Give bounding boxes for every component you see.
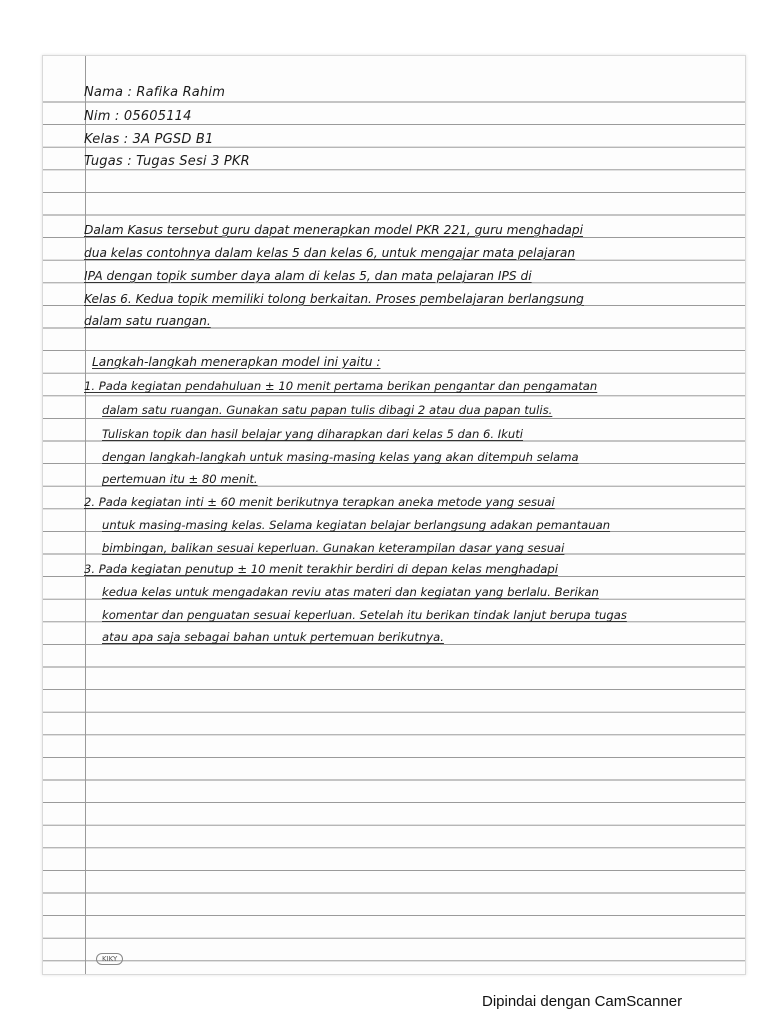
step-line: pertemuan itu ± 80 menit. [102, 472, 258, 486]
header-nama: Nama : Rafika Rahim [84, 85, 226, 100]
step-line: 1. Pada kegiatan pendahuluan ± 10 menit pertama berikan pengantar dan pengamatan [84, 379, 598, 393]
step-line: untuk masing-masing kelas. Selama kegiatan belajar berlangsung adakan pemantauan [102, 518, 611, 532]
margin-line [85, 56, 86, 974]
step-line: atau apa saja sebagai bahan untuk pertemuan berikutnya. [102, 630, 444, 644]
step-line: bimbingan, balikan sesuai keperluan. Gunakan keterampilan dasar yang sesuai [102, 541, 565, 555]
ruled-lines [43, 56, 745, 974]
step-line: Tuliskan topik dan hasil belajar yang diharapkan dari kelas 5 dan 6. Ikuti [102, 427, 523, 441]
paragraph-line: Kelas 6. Kedua topik memiliki tolong berkaitan. Proses pembelajaran berlangsung [84, 292, 584, 306]
paragraph-line: IPA dengan topik sumber daya alam di kelas 5, dan mata pelajaran IPS di [84, 269, 532, 283]
step-line: 3. Pada kegiatan penutup ± 10 menit terakhir berdiri di depan kelas menghadapi [84, 562, 558, 576]
notebook-page [42, 55, 746, 975]
step-line: dalam satu ruangan. Gunakan satu papan tulis dibagi 2 atau dua papan tulis. [102, 403, 553, 417]
steps-intro: Langkah-langkah menerapkan model ini yaitu : [92, 355, 381, 369]
step-line: komentar dan penguatan sesuai keperluan. Setelah itu berikan tindak lanjut berupa tugas [102, 608, 627, 622]
header-nim: Nim : 05605114 [84, 109, 192, 124]
header-tugas: Tugas : Tugas Sesi 3 PKR [84, 154, 250, 169]
step-line: kedua kelas untuk mengadakan reviu atas materi dan kegiatan yang berlalu. Berikan [102, 585, 599, 599]
header-kelas: Kelas : 3A PGSD B1 [84, 132, 214, 147]
step-line: dengan langkah-langkah untuk masing-masing kelas yang akan ditempuh selama [102, 450, 579, 464]
paragraph-line: dua kelas contohnya dalam kelas 5 dan kelas 6, untuk mengajar mata pelajaran [84, 246, 576, 260]
camscanner-watermark: Dipindai dengan CamScanner [482, 993, 683, 1010]
notebook-logo: KIKY [96, 953, 123, 965]
paragraph-line: dalam satu ruangan. [84, 314, 211, 328]
paragraph-line: Dalam Kasus tersebut guru dapat menerapkan model PKR 221, guru menghadapi [84, 223, 584, 237]
step-line: 2. Pada kegiatan inti ± 60 menit berikutnya terapkan aneka metode yang sesuai [84, 495, 555, 509]
